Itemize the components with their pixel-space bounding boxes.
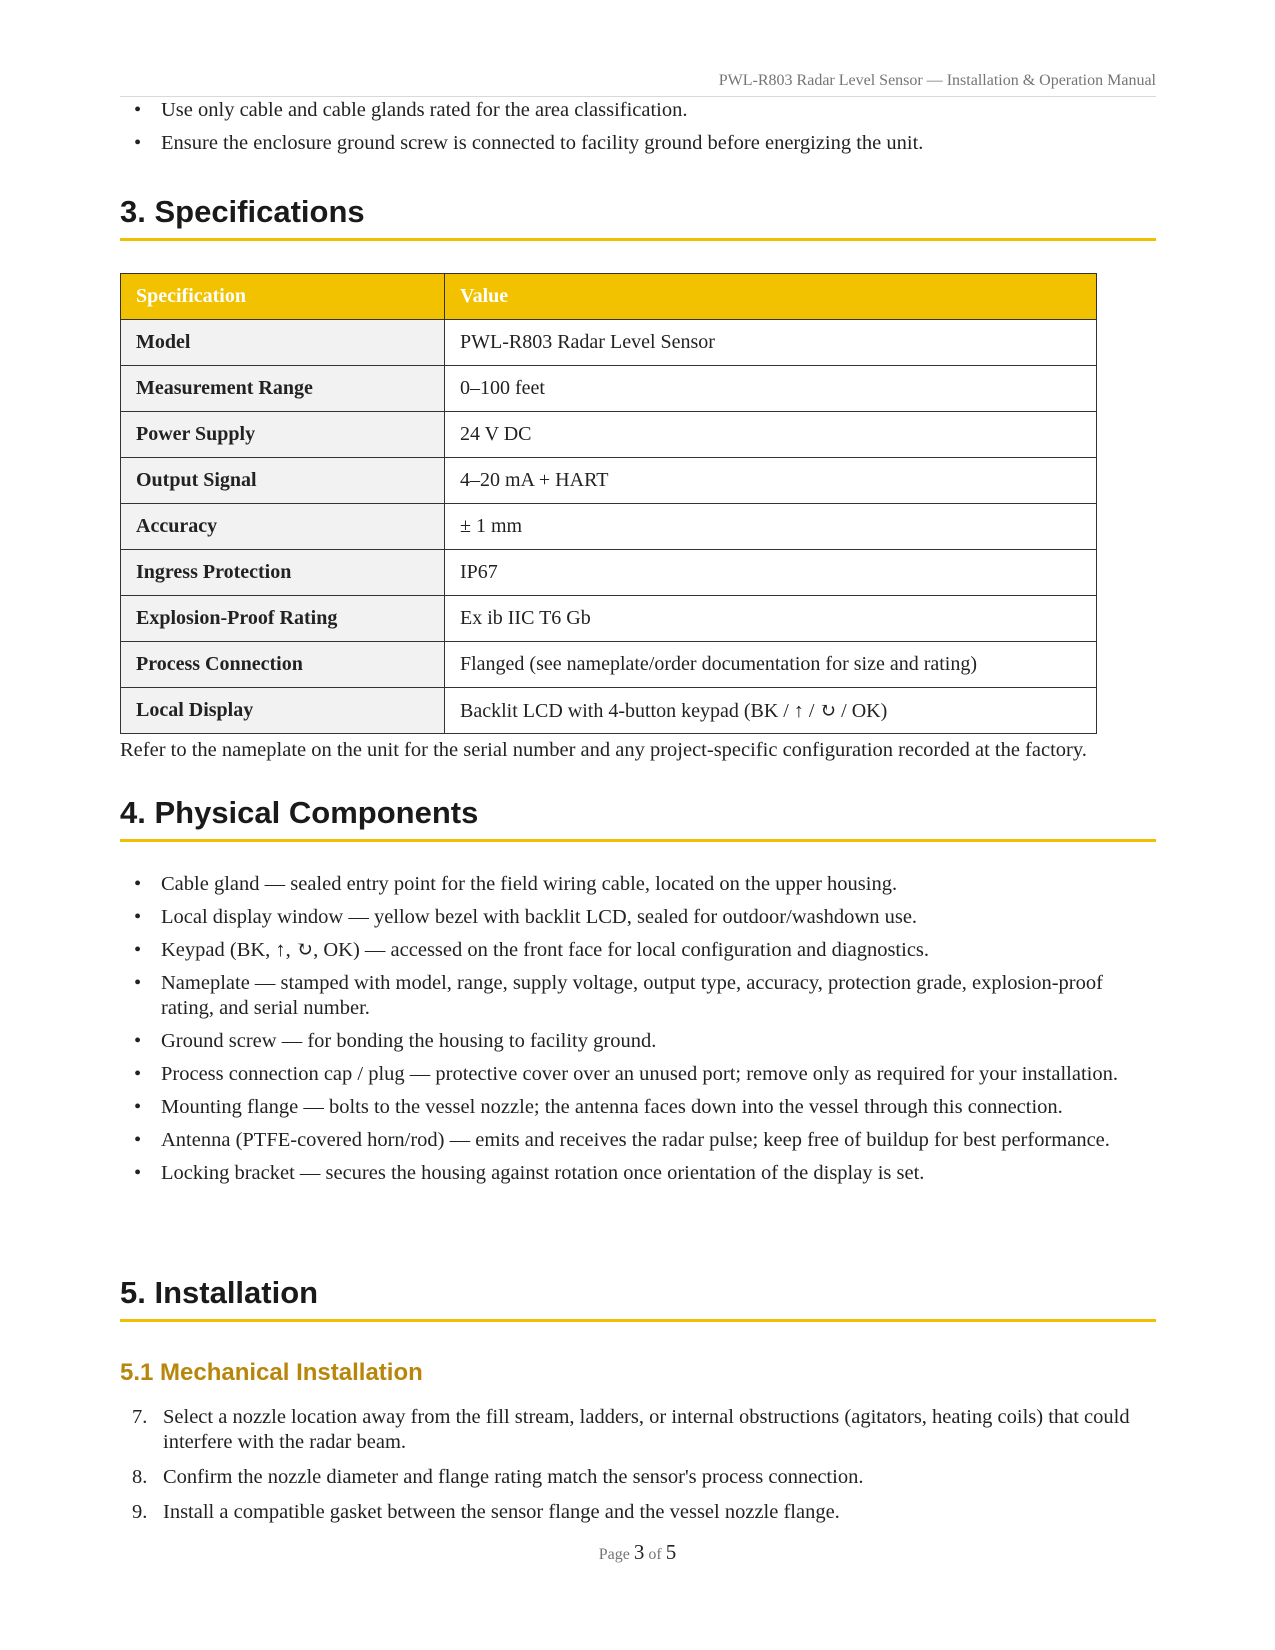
bullet-icon: •	[134, 939, 142, 961]
table-row	[121, 504, 1097, 550]
spec-name: Explosion-Proof Rating	[121, 596, 445, 642]
installation-steps-list	[120, 1405, 1156, 1535]
table-row	[121, 550, 1097, 596]
section-title-physical-components: 4. Physical Components	[120, 795, 1156, 842]
spec-value: Backlit LCD with 4-button keypad (BK / ↑ / ↻ / OK)	[445, 688, 1097, 734]
table-row	[121, 320, 1097, 366]
spec-name: Process Connection	[121, 642, 445, 688]
table-row	[121, 412, 1097, 458]
spec-value: Flanged (see nameplate/order documentation for size and rating)	[445, 642, 1097, 688]
spec-name: Accuracy	[121, 504, 445, 550]
list-item: • Mounting flange — bolts to the vessel nozzle; the antenna faces down into the vessel through this connection.	[134, 1096, 1063, 1118]
list-item: • Use only cable and cable glands rated for the area classification.	[134, 99, 688, 121]
spec-name: Measurement Range	[121, 366, 445, 412]
spec-value: 24 V DC	[445, 412, 1097, 458]
spec-name: Local Display	[121, 688, 445, 734]
bullet-icon: •	[134, 1063, 142, 1085]
total-page-number: 5	[665, 1540, 677, 1564]
list-item: • Nameplate — stamped with model, range, supply voltage, output type, accuracy, protection grade, explosion-proof rating, and serial number.	[134, 972, 1103, 1019]
spec-value: 0–100 feet	[445, 366, 1097, 412]
step-number: 8.	[132, 1466, 148, 1488]
of-word: of	[648, 1546, 662, 1563]
spec-value: 4–20 mA + HART	[445, 458, 1097, 504]
list-item: • Antenna (PTFE-covered horn/rod) — emits and receives the radar pulse; keep free of buildup for best performance.	[134, 1129, 1110, 1151]
table-header-row	[121, 274, 1097, 320]
spec-name: Power Supply	[121, 412, 445, 458]
specifications-note: Refer to the nameplate on the unit for the serial number and any project-specific configuration recorded at the factory.	[120, 739, 1087, 761]
spec-name: Model	[121, 320, 445, 366]
list-item: • Cable gland — sealed entry point for the field wiring cable, located on the upper housing.	[134, 873, 898, 895]
table-row	[121, 596, 1097, 642]
list-item: 8. Confirm the nozzle diameter and flange rating match the sensor's process connection.	[132, 1466, 864, 1488]
table-row	[121, 366, 1097, 412]
table-row	[121, 642, 1097, 688]
spec-value: ± 1 mm	[445, 504, 1097, 550]
step-number: 9.	[132, 1501, 148, 1523]
list-item: • Locking bracket — secures the housing against rotation once orientation of the display is set.	[134, 1162, 925, 1184]
bullet-icon: •	[134, 99, 142, 121]
bullet-icon: •	[134, 1096, 142, 1118]
components-list	[120, 872, 1156, 1194]
list-item: • Process connection cap / plug — protective cover over an unused port; remove only as required for your installation.	[134, 1063, 1118, 1085]
bullet-icon: •	[134, 972, 142, 994]
bullet-icon: •	[134, 1030, 142, 1052]
table-row	[121, 458, 1097, 504]
section-title-installation: 5. Installation	[120, 1275, 1156, 1322]
section-title-specifications: 3. Specifications	[120, 194, 1156, 241]
list-item: • Keypad (BK, ↑, ↻, OK) — accessed on the front face for local configuration and diagnostics.	[134, 939, 930, 961]
bullet-icon: •	[134, 132, 142, 154]
step-number: 7.	[132, 1406, 148, 1428]
bullet-icon: •	[134, 906, 142, 928]
spec-value: PWL-R803 Radar Level Sensor	[445, 320, 1097, 366]
column-header-value: Value	[445, 274, 1097, 320]
current-page-number: 3	[633, 1540, 645, 1564]
list-item: • Ground screw — for bonding the housing to facility ground.	[134, 1030, 657, 1052]
running-header: PWL-R803 Radar Level Sensor — Installation & Operation Manual	[120, 72, 1156, 97]
bullet-icon: •	[134, 1162, 142, 1184]
spec-name: Ingress Protection	[121, 550, 445, 596]
page-word: Page	[598, 1546, 630, 1563]
list-item: 9. Install a compatible gasket between the sensor flange and the vessel nozzle flange.	[132, 1501, 840, 1523]
spec-name: Output Signal	[121, 458, 445, 504]
page-footer	[0, 1540, 1275, 1565]
bullet-icon: •	[134, 873, 142, 895]
safety-bullet-list	[120, 98, 1156, 164]
list-item: • Ensure the enclosure ground screw is connected to facility ground before energizing the unit.	[134, 132, 924, 154]
specifications-table	[120, 273, 1097, 734]
list-item: 7. Select a nozzle location away from the fill stream, ladders, or internal obstructions (agitators, heating coils) that could interfere with the radar beam.	[132, 1406, 1130, 1453]
bullet-icon: •	[134, 1129, 142, 1151]
table-row	[121, 688, 1097, 734]
column-header-specification: Specification	[121, 274, 445, 320]
subsection-title-mechanical-installation: 5.1 Mechanical Installation	[120, 1359, 423, 1386]
spec-value: Ex ib IIC T6 Gb	[445, 596, 1097, 642]
spec-value: IP67	[445, 550, 1097, 596]
list-item: • Local display window — yellow bezel with backlit LCD, sealed for outdoor/washdown use.	[134, 906, 918, 928]
